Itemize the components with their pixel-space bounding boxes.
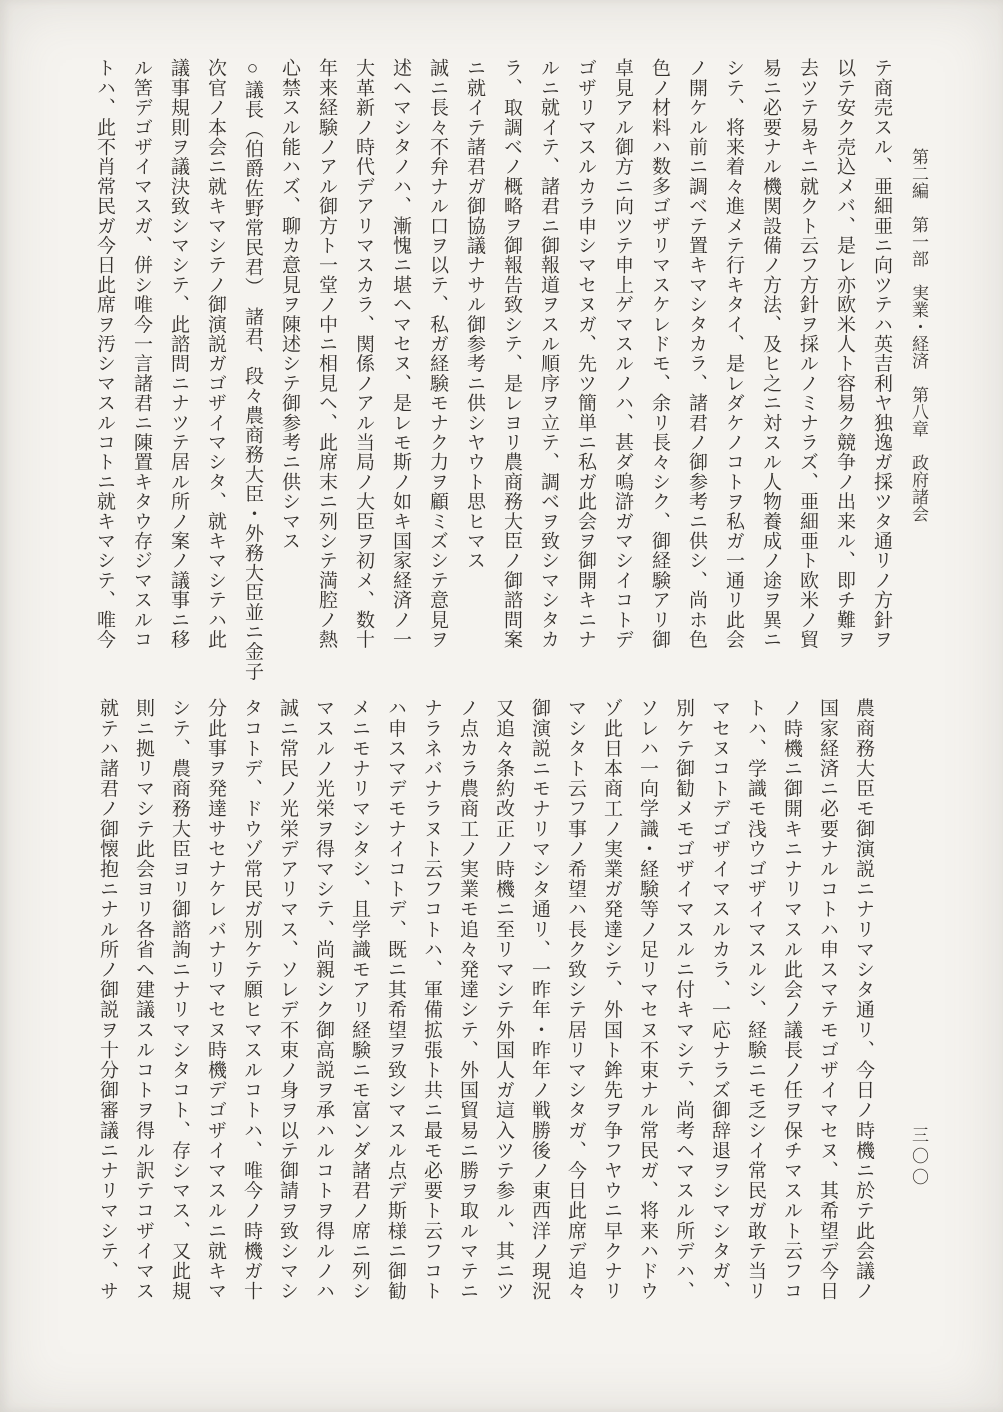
text-column: 色ノ材料ハ数多ゴザリマスケレドモ、余リ長々シク、御経験アリ御 — [649, 58, 670, 649]
text-column: ゴザリマスルカラ申シマセヌガ、先ツ簡単ニ私ガ此会ヲ御開キニナ — [575, 58, 596, 649]
text-column: 卓見アル御方ニ向ツテ申上ゲマスルノハ、甚ダ嗚滸ガマシイコトデ — [612, 58, 633, 649]
text-column: 年来経験ノアル御方ト一堂ノ中ニ相見ヘ、此席末ニ列シテ満腔ノ熱 — [316, 58, 337, 649]
text-column: ハ申スマデモナイコトデ、既ニ其希望ヲ致シマスル点デ斯様ニ御勧 — [385, 698, 406, 1301]
text-column: 去ツテ易キニ就クト云フ方針ヲ採ルノミナラズ、亜細亜ト欧米ノ貿 — [797, 58, 818, 649]
text-column: 別ケテ御勧メモゴザイマスルニ付キマシテ、尚考ヘマスル所デハ、 — [673, 698, 694, 1301]
text-column: ○議長（伯爵佐野常民君） 諸君、段々農商務大臣・外務大臣並ニ金子 — [242, 58, 263, 681]
running-header: 第二編 第一部 実業・経済 第八章 政府諸会 — [909, 148, 928, 522]
text-column: メニモナリマシタシ、且学識モアリ経験ニモ富ンダ諸君ノ席ニ列シ — [349, 698, 370, 1301]
text-column: マセヌコトデゴザイマスルカラ、一応ナラズ御辞退ヲシマシタガ、 — [709, 698, 730, 1301]
text-column: マスルノ光栄ヲ得マシテ、尚親シク御高説ヲ承ハルコトヲ得ルノハ — [313, 698, 334, 1301]
text-column: タコトデ、ドウゾ常民ガ別ケテ願ヒマスルコトハ、唯今ノ時機ガ十 — [241, 698, 262, 1301]
text-column: 心禁スル能ハズ、聊カ意見ヲ陳述シテ御参考ニ供シマス — [279, 58, 300, 551]
text-column: ノ時機ニ御開キニナリマスル此会ノ議長ノ任ヲ保チマスルト云フコ — [781, 698, 802, 1301]
text-column: トハ、学識モ浅ウゴザイマスルシ、経験ニモ乏シイ常民ガ敢テ当リ — [745, 698, 766, 1301]
text-column: 就テハ諸君ノ御懐抱ニナル所ノ御説ヲ十分御審議ニナリマシテ、サ — [97, 698, 118, 1301]
text-column: 易ニ必要ナル機関設備ノ方法、及ヒ之ニ対スル人物養成ノ途ヲ異ニ — [760, 58, 781, 649]
page-number: 三〇〇 — [909, 1126, 928, 1189]
text-column: 述ヘマシタノハ、漸愧ニ堪ヘマセヌ、是レモ斯ノ如キ国家経済ノ一 — [390, 58, 411, 649]
text-column: 誠ニ常民ノ光栄デアリマス、ソレデ不束ノ身ヲ以テ御請ヲ致シマシ — [277, 698, 298, 1301]
bottom-text-block — [81, 698, 873, 1304]
text-column: 農商務大臣モ御演説ニナリマシタ通リ、今日ノ時機ニ於テ此会議ノ — [853, 698, 874, 1301]
text-column: 次官ノ本会ニ就キマシテノ御演説ガゴザイマシタ、就キマシテハ此 — [205, 58, 226, 649]
text-column: 議事規則ヲ議決致シマシテ、此諮問ニナツテ居ル所ノ案ノ議事ニ移 — [168, 58, 189, 649]
text-column: 大革新ノ時代デアリマスカラ、関係ノアル当局ノ大臣ヲ初メ、数十 — [353, 58, 374, 649]
text-column: ナラネバナラヌト云フコトハ、軍備拡張ト共ニ最モ必要ト云フコト — [421, 698, 442, 1301]
text-column: 又追々条約改正ノ時機ニ至リマシテ外国人ガ這入ツテ参ル、其ニツ — [493, 698, 514, 1301]
text-column: ル筈デゴザイマスガ、併シ唯今一言諸君ニ陳置キタウ存ジマスルコ — [131, 58, 152, 649]
text-column: 分此事ヲ発達サセナケレバナリマセヌ時機デゴザイマスルニ就キマ — [205, 698, 226, 1301]
text-column: 国家経済ニ必要ナルコトハ申スマテモゴザイマセヌ、其希望デ今日 — [817, 698, 838, 1301]
top-text-block — [77, 58, 892, 681]
text-column: マシタト云フ事ノ希望ハ長ク致シテ居リマシタガ、今日此席デ追々 — [565, 698, 586, 1301]
text-column: ノ点カラ農商工ノ実業モ追々発達シテ、外国貿易ニ勝ヲ取ルマテニ — [457, 698, 478, 1301]
text-column: 則ニ拠リマシテ此会ヨリ各省ヘ建議スルコトヲ得ル訳テコザイマス — [133, 698, 154, 1301]
text-column: シテ、将来着々進メテ行キタイ、是レダケノコトヲ私ガ一通リ此会 — [723, 58, 744, 649]
text-column: ルニ就イテ、諸君ニ御報道ヲスル順序ヲ立テ、調ベヲ致シマシタカ — [538, 58, 559, 649]
text-column: ラ、取調ベノ概略ヲ御報告致シテ、是レヨリ農商務大臣ノ御諮問案 — [501, 58, 522, 649]
text-column: ニ就イテ諸君ガ御協議ナサル御参考ニ供シヤウト思ヒマス — [464, 58, 485, 571]
text-column: トハ、此不肖常民ガ今日此席ヲ汚シマスルコトニ就キマシテ、唯今 — [94, 58, 115, 649]
text-column: ゾ此日本商工ノ実業ガ発達シテ、外国ト鉾先ヲ争フヤウニ早クナリ — [601, 698, 622, 1301]
text-column: ソレハ一向学識・経験等ノ足リマセヌ不束ナル常民ガ、将来ハドウ — [637, 698, 658, 1301]
text-column: 誠ニ長々不弁ナル口ヲ以テ、私ガ経験モナク力ヲ顧ミズシテ意見ヲ — [427, 58, 448, 650]
text-column: テ商売スル、亜細亜ニ向ツテハ英吉利ヤ独逸ガ採ツタ通リノ方針ヲ — [871, 58, 892, 649]
text-column: ノ開ケル前ニ調ベテ置キマシタカラ、諸君ノ御参考ニ供シ、尚ホ色 — [686, 58, 707, 649]
text-column: 以テ安ク売込メバ、是レ亦欧米人ト容易ク競争ノ出来ル、即チ難ヲ — [834, 58, 855, 649]
text-column: 御演説ニモナリマシタ通リ、一昨年・昨年ノ戦勝後ノ東西洋ノ現況 — [529, 698, 550, 1301]
text-column: シテ、農商務大臣ヨリ御諮詢ニナリマシタコト、存シマス、又此規 — [169, 698, 190, 1301]
